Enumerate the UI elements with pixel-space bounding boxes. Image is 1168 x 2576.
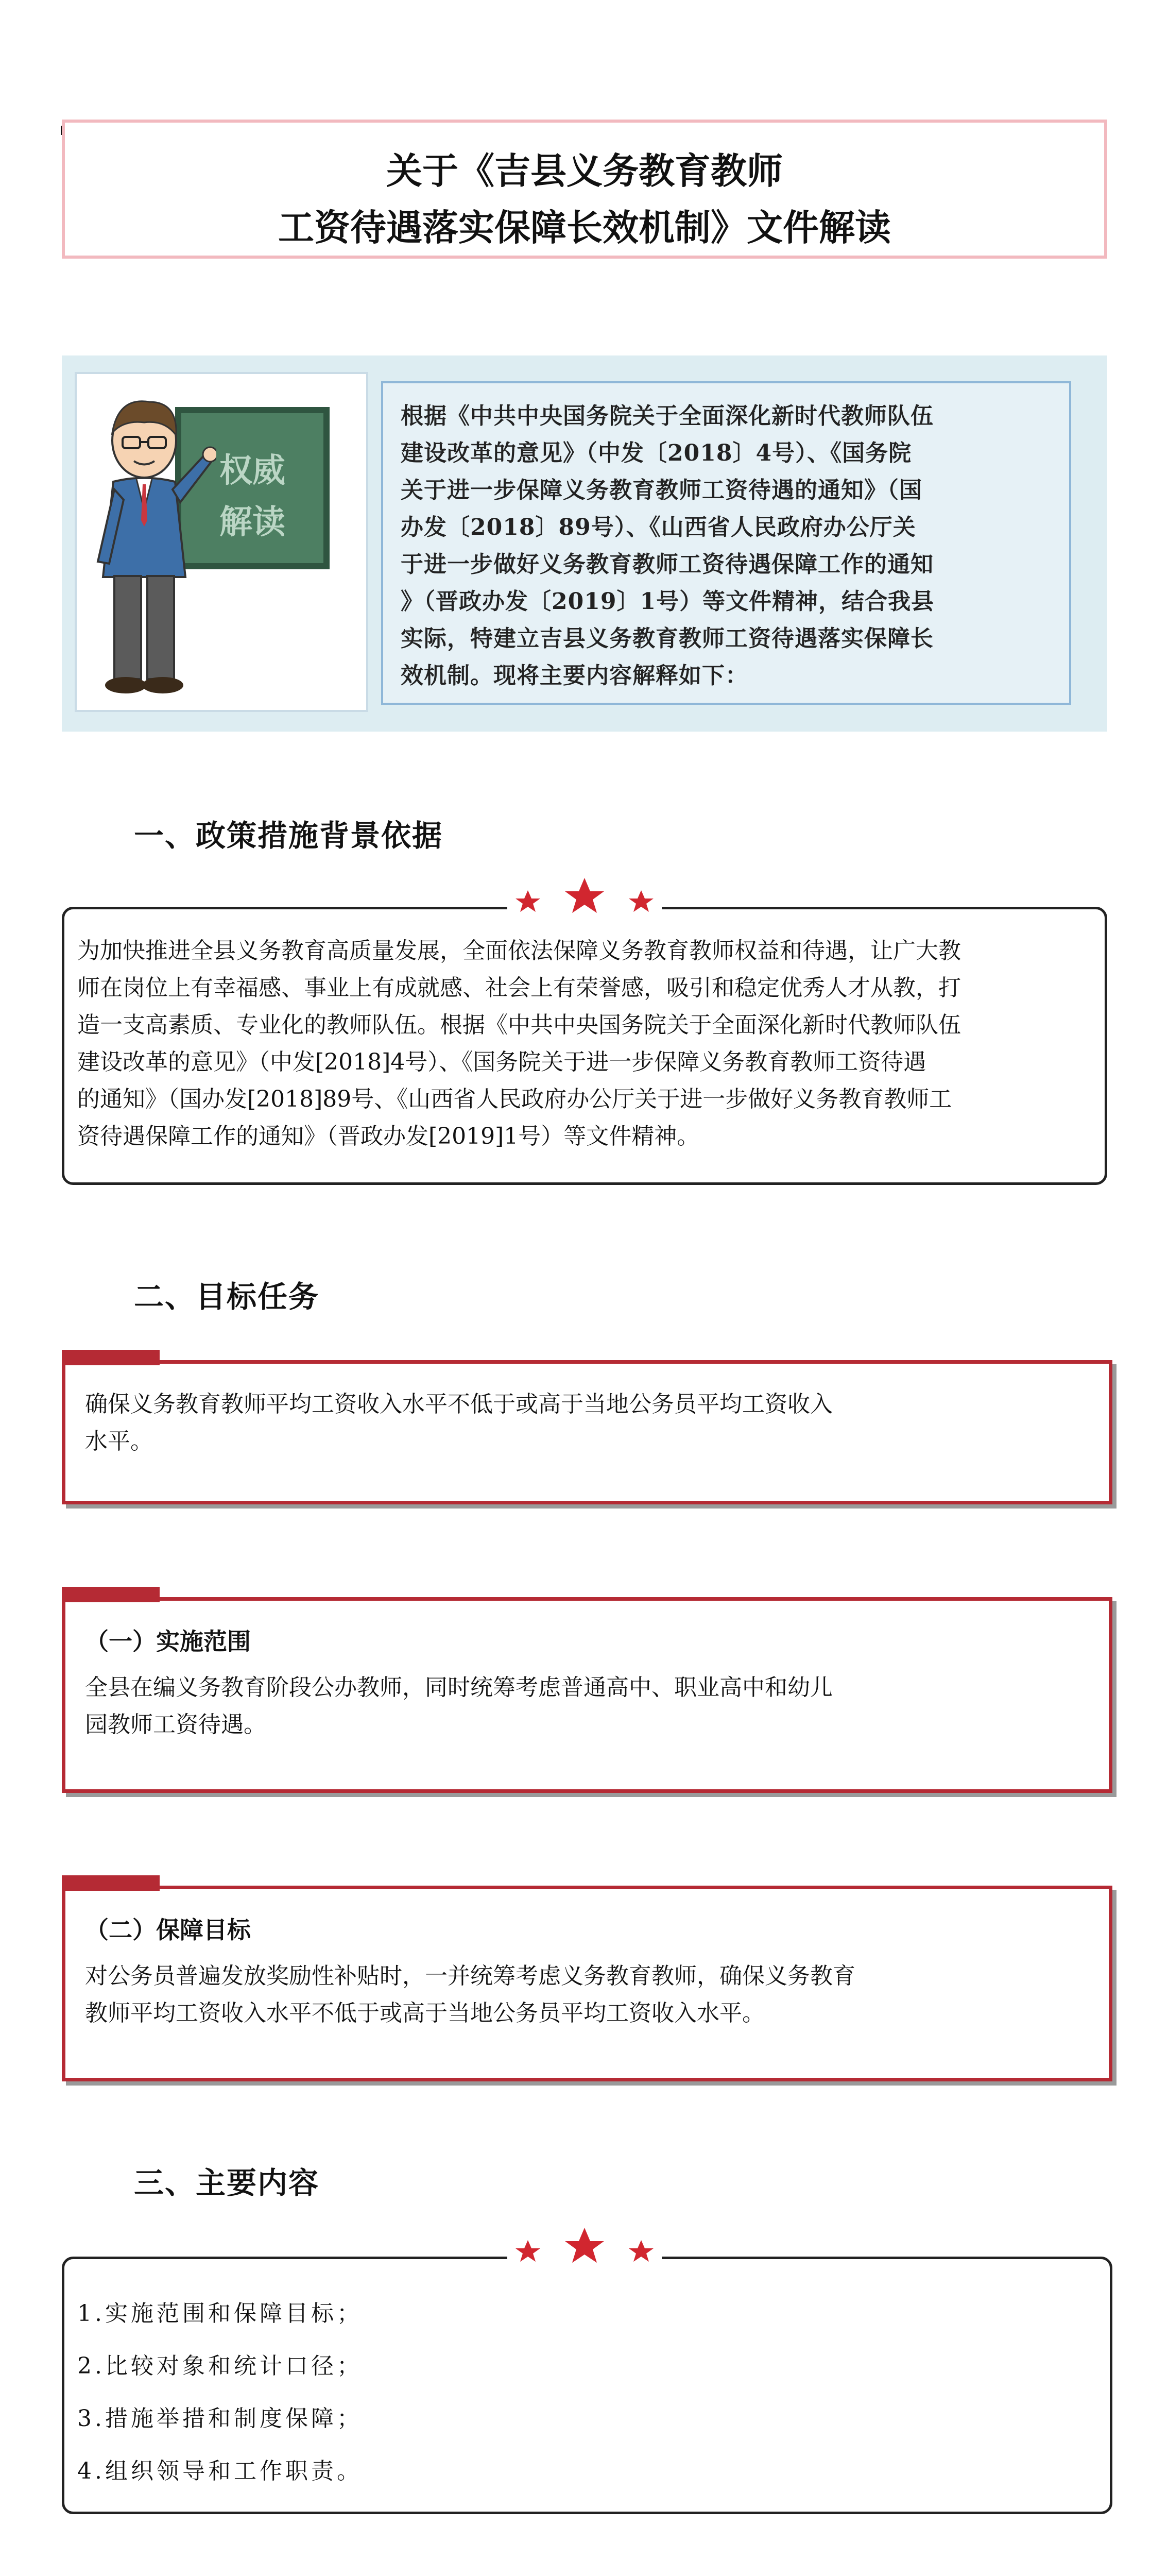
intro-text-box [381, 381, 1071, 705]
page-title-line2: 工资待遇落实保障长效机制》文件解读 [278, 206, 891, 249]
section2-heading: 二、目标任务 [134, 1279, 320, 1314]
intro-line: 关于进一步保障义务教育教师工资待遇的通知》（国 [401, 477, 922, 503]
intro-line: 实际，特建立吉县义务教育教师工资待遇落实保障长 [401, 625, 934, 652]
target-heading: （二）保障目标 [85, 1916, 251, 1944]
target-text [85, 1958, 1094, 2032]
goal-line: 确保义务教育教师平均工资收入水平不低于或高于当地公务员平均工资收入 [85, 1391, 833, 1417]
stars-decoration-icon [507, 2226, 662, 2272]
section4-heading [134, 2571, 319, 2576]
title-box [62, 120, 1107, 259]
section3-item: 2.比较对象和统计口径； [77, 2353, 363, 2379]
goal-line: 水平。 [85, 1428, 153, 1454]
page-title-line1: 关于《吉县义务教育教师 [386, 149, 783, 192]
intro-line: 建设改革的意见》（中发〔2018〕4号）、《国务院 [401, 440, 912, 466]
section3-item: 3.措施举措和制度保障； [77, 2405, 363, 2432]
scope-box-tab [62, 1587, 160, 1602]
target-line: 教师平均工资收入水平不低于或高于当地公务员平均工资收入水平。 [85, 2000, 765, 2026]
section3-item: 4.组织领导和工作职责。 [77, 2458, 363, 2484]
section3-heading: 三、主要内容 [134, 2165, 320, 2200]
section1-line: 师在岗位上有幸福感、事业上有成就感、社会上有荣誉感，吸引和稳定优秀人才从教，打 [77, 975, 961, 1001]
intro-line: 于进一步做好义务教育教师工资待遇保障工作的通知 [401, 551, 934, 578]
intro-line: 根据《中共中央国务院关于全面深化新时代教师队伍 [401, 403, 934, 429]
goal-text [85, 1386, 1094, 1460]
intro-line: 》（晋政办发〔2019〕1号）等文件精神，结合我县 [401, 588, 935, 615]
intro-line: 效机制。现将主要内容解释如下： [401, 663, 748, 689]
section1-text [77, 933, 1097, 1155]
section1-line: 建设改革的意见》（中发[2018]4号）、《国务院关于进一步保障义务教育教师工资待遇 [77, 1049, 926, 1075]
stars-decoration-icon [507, 876, 662, 922]
target-line: 对公务员普遍发放奖励性补贴时，一并统筹考虑义务教育教师，确保义务教育 [85, 1963, 855, 1989]
scope-heading: （一）实施范围 [85, 1628, 251, 1655]
scope-line: 全县在编义务教育阶段公办教师，同时统筹考虑普通高中、职业高中和幼儿 [85, 1674, 833, 1701]
intro-line: 办发〔2018〕89号）、《山西省人民政府办公厅关 [401, 514, 916, 540]
scope-line: 园教师工资待遇。 [85, 1711, 266, 1738]
section1-line: 造一支高素质、专业化的教师队伍。根据《中共中央国务院关于全面深化新时代教师队伍 [77, 1012, 961, 1038]
section1-heading: 一、政策措施背景依据 [134, 818, 443, 853]
board-text-2: 解读 [219, 503, 285, 541]
target-box-tab [62, 1875, 160, 1891]
board-text-1: 权威 [219, 452, 285, 490]
scope-text [85, 1669, 1094, 1743]
teacher-figure-icon [82, 392, 216, 701]
section1-line: 为加快推进全县义务教育高质量发展，全面依法保障义务教育教师权益和待遇，让广大教 [77, 938, 961, 964]
section3-item: 1.实施范围和保障目标； [77, 2300, 363, 2327]
section1-line: 的通知》（国办发[2018]89号、《山西省人民政府办公厅关于进一步做好义务教育教师工 [77, 1086, 952, 1112]
goal-box-tab [62, 1350, 160, 1365]
section3-list [77, 2287, 1087, 2498]
section1-line: 资待遇保障工作的通知》（晋政办发[2019]1号）等文件精神。 [77, 1123, 700, 1149]
